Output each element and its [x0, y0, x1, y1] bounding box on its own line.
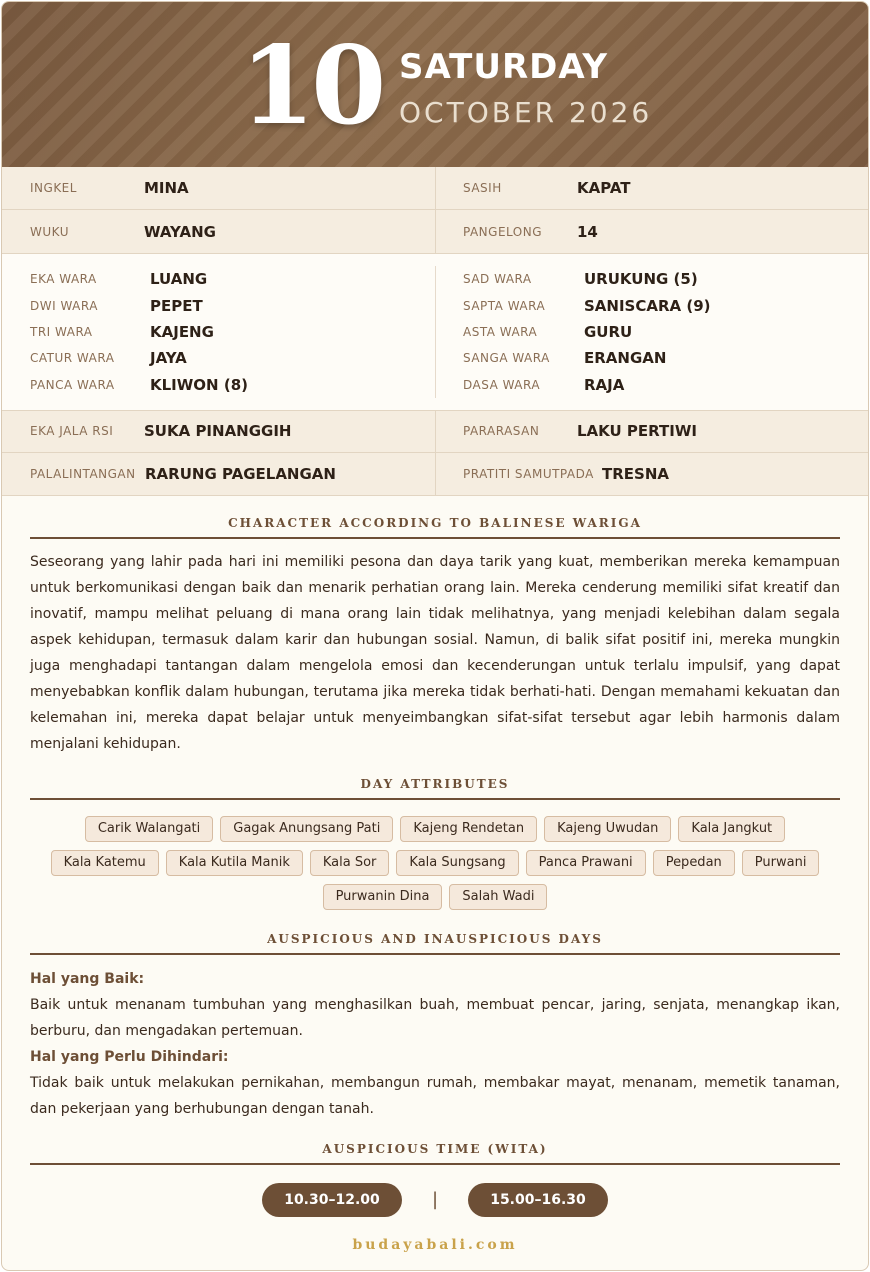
ingkel-cell	[2, 167, 435, 209]
wara-value: RAJA	[584, 375, 625, 394]
time-separator: |	[431, 1189, 439, 1211]
eka-jala-rsi-cell	[2, 411, 435, 452]
attribute-chip: Purwanin Dina	[323, 884, 443, 910]
attribute-chip: Kala Sungsang	[396, 850, 518, 876]
character-section-title: CHARACTER ACCORDING TO BALINESE WARIGA	[30, 516, 840, 539]
wara-label: SANGA WARA	[463, 351, 550, 366]
sanga-wara-row	[436, 345, 868, 371]
attribute-chip: Carik Walangati	[85, 816, 213, 842]
wara-label: DASA WARA	[463, 377, 541, 392]
wara-label: CATUR WARA	[30, 351, 115, 366]
wara-value: ERANGAN	[584, 349, 667, 368]
wuku-value: WAYANG	[144, 222, 216, 241]
wara-value: LUANG	[150, 270, 208, 289]
bad-label-text: Hal yang Perlu Dihindari:	[30, 1048, 229, 1065]
wara-label: EKA WARA	[30, 272, 97, 287]
day-attributes-title: DAY ATTRIBUTES	[30, 777, 840, 800]
tri-wara-row	[2, 319, 435, 345]
pratiti-samutpada-value: TRESNA	[602, 464, 669, 483]
good-label	[30, 966, 840, 992]
time-slot-2: 15.00–16.30	[468, 1183, 608, 1217]
panca-wara-row	[2, 372, 435, 398]
date-header	[2, 2, 868, 167]
attribute-chip: Salah Wadi	[449, 884, 547, 910]
time-slot-1: 10.30–12.00	[262, 1183, 402, 1217]
wara-label: SAD WARA	[463, 272, 532, 287]
attribute-chip: Kala Sor	[310, 850, 390, 876]
palalintangan-value: RARUNG PAGELANGAN	[145, 464, 336, 483]
info-row-palalintangan	[2, 453, 868, 496]
wuku-cell	[2, 210, 435, 253]
attribute-chip: Gagak Anungsang Pati	[220, 816, 393, 842]
wuku-label: WUKU	[30, 224, 69, 239]
attribute-chip: Kala Kutila Manik	[166, 850, 303, 876]
wara-value: SANISCARA (9)	[584, 296, 711, 315]
wara-value: GURU	[584, 322, 633, 341]
wara-block	[2, 254, 868, 411]
info-row-eka-jala-rsi	[2, 411, 868, 453]
pangelong-label: PANGELONG	[463, 224, 543, 239]
catur-wara-row	[2, 345, 435, 371]
good-text: Baik untuk menanam tumbuhan yang menghasilkan buah, membuat pencar, jaring, senjata, menangkap ikan, berburu, dan mengadakan pertemuan.	[30, 996, 840, 1039]
sasih-cell	[435, 167, 868, 209]
pararasan-value: LAKU PERTIWI	[577, 422, 697, 441]
footer-brand: budayabali.com	[352, 1236, 518, 1253]
asta-wara-row	[436, 319, 868, 345]
pararasan-label: PARARASAN	[463, 424, 540, 439]
auspicious-time-title: AUSPICIOUS TIME (WITA)	[30, 1142, 840, 1165]
wara-column-left	[2, 266, 435, 398]
day-number: 10	[240, 23, 383, 149]
pangelong-cell	[435, 210, 868, 253]
pararasan-cell	[435, 411, 868, 452]
pratiti-samutpada-cell	[435, 453, 868, 495]
info-row-wuku	[2, 210, 868, 254]
sapta-wara-row	[436, 292, 868, 318]
wara-value: KAJENG	[150, 322, 214, 341]
attribute-chip: Kala Jangkut	[678, 816, 785, 842]
pangelong-value: 14	[577, 222, 598, 241]
eka-jala-rsi-value: SUKA PINANGGIH	[144, 422, 292, 441]
calendar-card	[1, 1, 869, 1271]
palalintangan-label: PALALINTANGAN	[30, 466, 136, 481]
attribute-chip: Kajeng Uwudan	[544, 816, 671, 842]
bad-label	[30, 1044, 840, 1070]
wara-value: JAYA	[150, 349, 187, 368]
wara-value: KLIWON (8)	[150, 375, 248, 394]
dasa-wara-row	[436, 372, 868, 398]
wara-column-right	[435, 266, 868, 398]
wara-value: PEPET	[150, 296, 203, 315]
ingkel-label: INGKEL	[30, 181, 77, 195]
info-row-ingkel	[2, 167, 868, 210]
palalintangan-cell	[2, 453, 435, 495]
sad-wara-row	[436, 266, 868, 292]
eka-wara-row	[2, 266, 435, 292]
wara-value: URUKUNG (5)	[584, 270, 698, 289]
attribute-chip: Pepedan	[653, 850, 735, 876]
dwi-wara-row	[2, 292, 435, 318]
attribute-chip: Kajeng Rendetan	[400, 816, 537, 842]
attribute-chip: Kala Katemu	[51, 850, 159, 876]
attribute-chip: Purwani	[742, 850, 820, 876]
auspicious-section-title: AUSPICIOUS AND INAUSPICIOUS DAYS	[30, 932, 840, 955]
day-attributes-list	[42, 816, 828, 910]
pratiti-samutpada-label: PRATITI SAMUTPADA	[463, 466, 594, 481]
ingkel-value: MINA	[144, 179, 189, 197]
wara-label: DWI WARA	[30, 298, 98, 313]
sasih-label: SASIH	[463, 181, 502, 195]
good-label-text: Hal yang Baik:	[30, 970, 145, 987]
wara-label: PANCA WARA	[30, 377, 115, 392]
attribute-chip: Panca Prawani	[526, 850, 646, 876]
sasih-value: KAPAT	[577, 179, 631, 197]
auspicious-time-slots	[2, 1183, 868, 1217]
character-text: Seseorang yang lahir pada hari ini memiliki pesona dan daya tarik yang kuat, memberikan mereka kemampuan untuk berkomunikasi dengan baik dan menarik perhatian orang lain. Mereka cenderung memiliki sifat kreatif dan inovatif, mampu melihat peluang di mana orang lain tidak melihatnya, yang menjadi kelebihan dalam segala aspek kehidupan, termasuk dalam karir dan hubungan sosial. Namun, di balik sifat positif ini, mereka mungkin juga menghadapi tantangan dalam mengelola emosi dan kecenderungan untuk terlalu impulsif, yang dapat menyebabkan konflik dalam hubungan, terutama jika mereka tidak berhati-hati. Dengan memahami kekuatan dan kelemahan ini, mereka dapat belajar untuk menyeimbangkan sifat-sifat tersebut agar lebih harmonis dalam menjalani kehidupan.	[30, 553, 840, 752]
eka-jala-rsi-label: EKA JALA RSI	[30, 424, 114, 439]
bad-text: Tidak baik untuk melakukan pernikahan, membangun rumah, membakar mayat, menanam, memetik tanaman, dan pekerjaan yang berhubungan dengan tanah.	[30, 1074, 840, 1117]
weekday: SATURDAY	[399, 47, 609, 87]
wara-label: TRI WARA	[30, 324, 93, 339]
month-year: OCTOBER 2026	[399, 96, 653, 129]
wara-label: SAPTA WARA	[463, 298, 546, 313]
wara-label: ASTA WARA	[463, 324, 538, 339]
